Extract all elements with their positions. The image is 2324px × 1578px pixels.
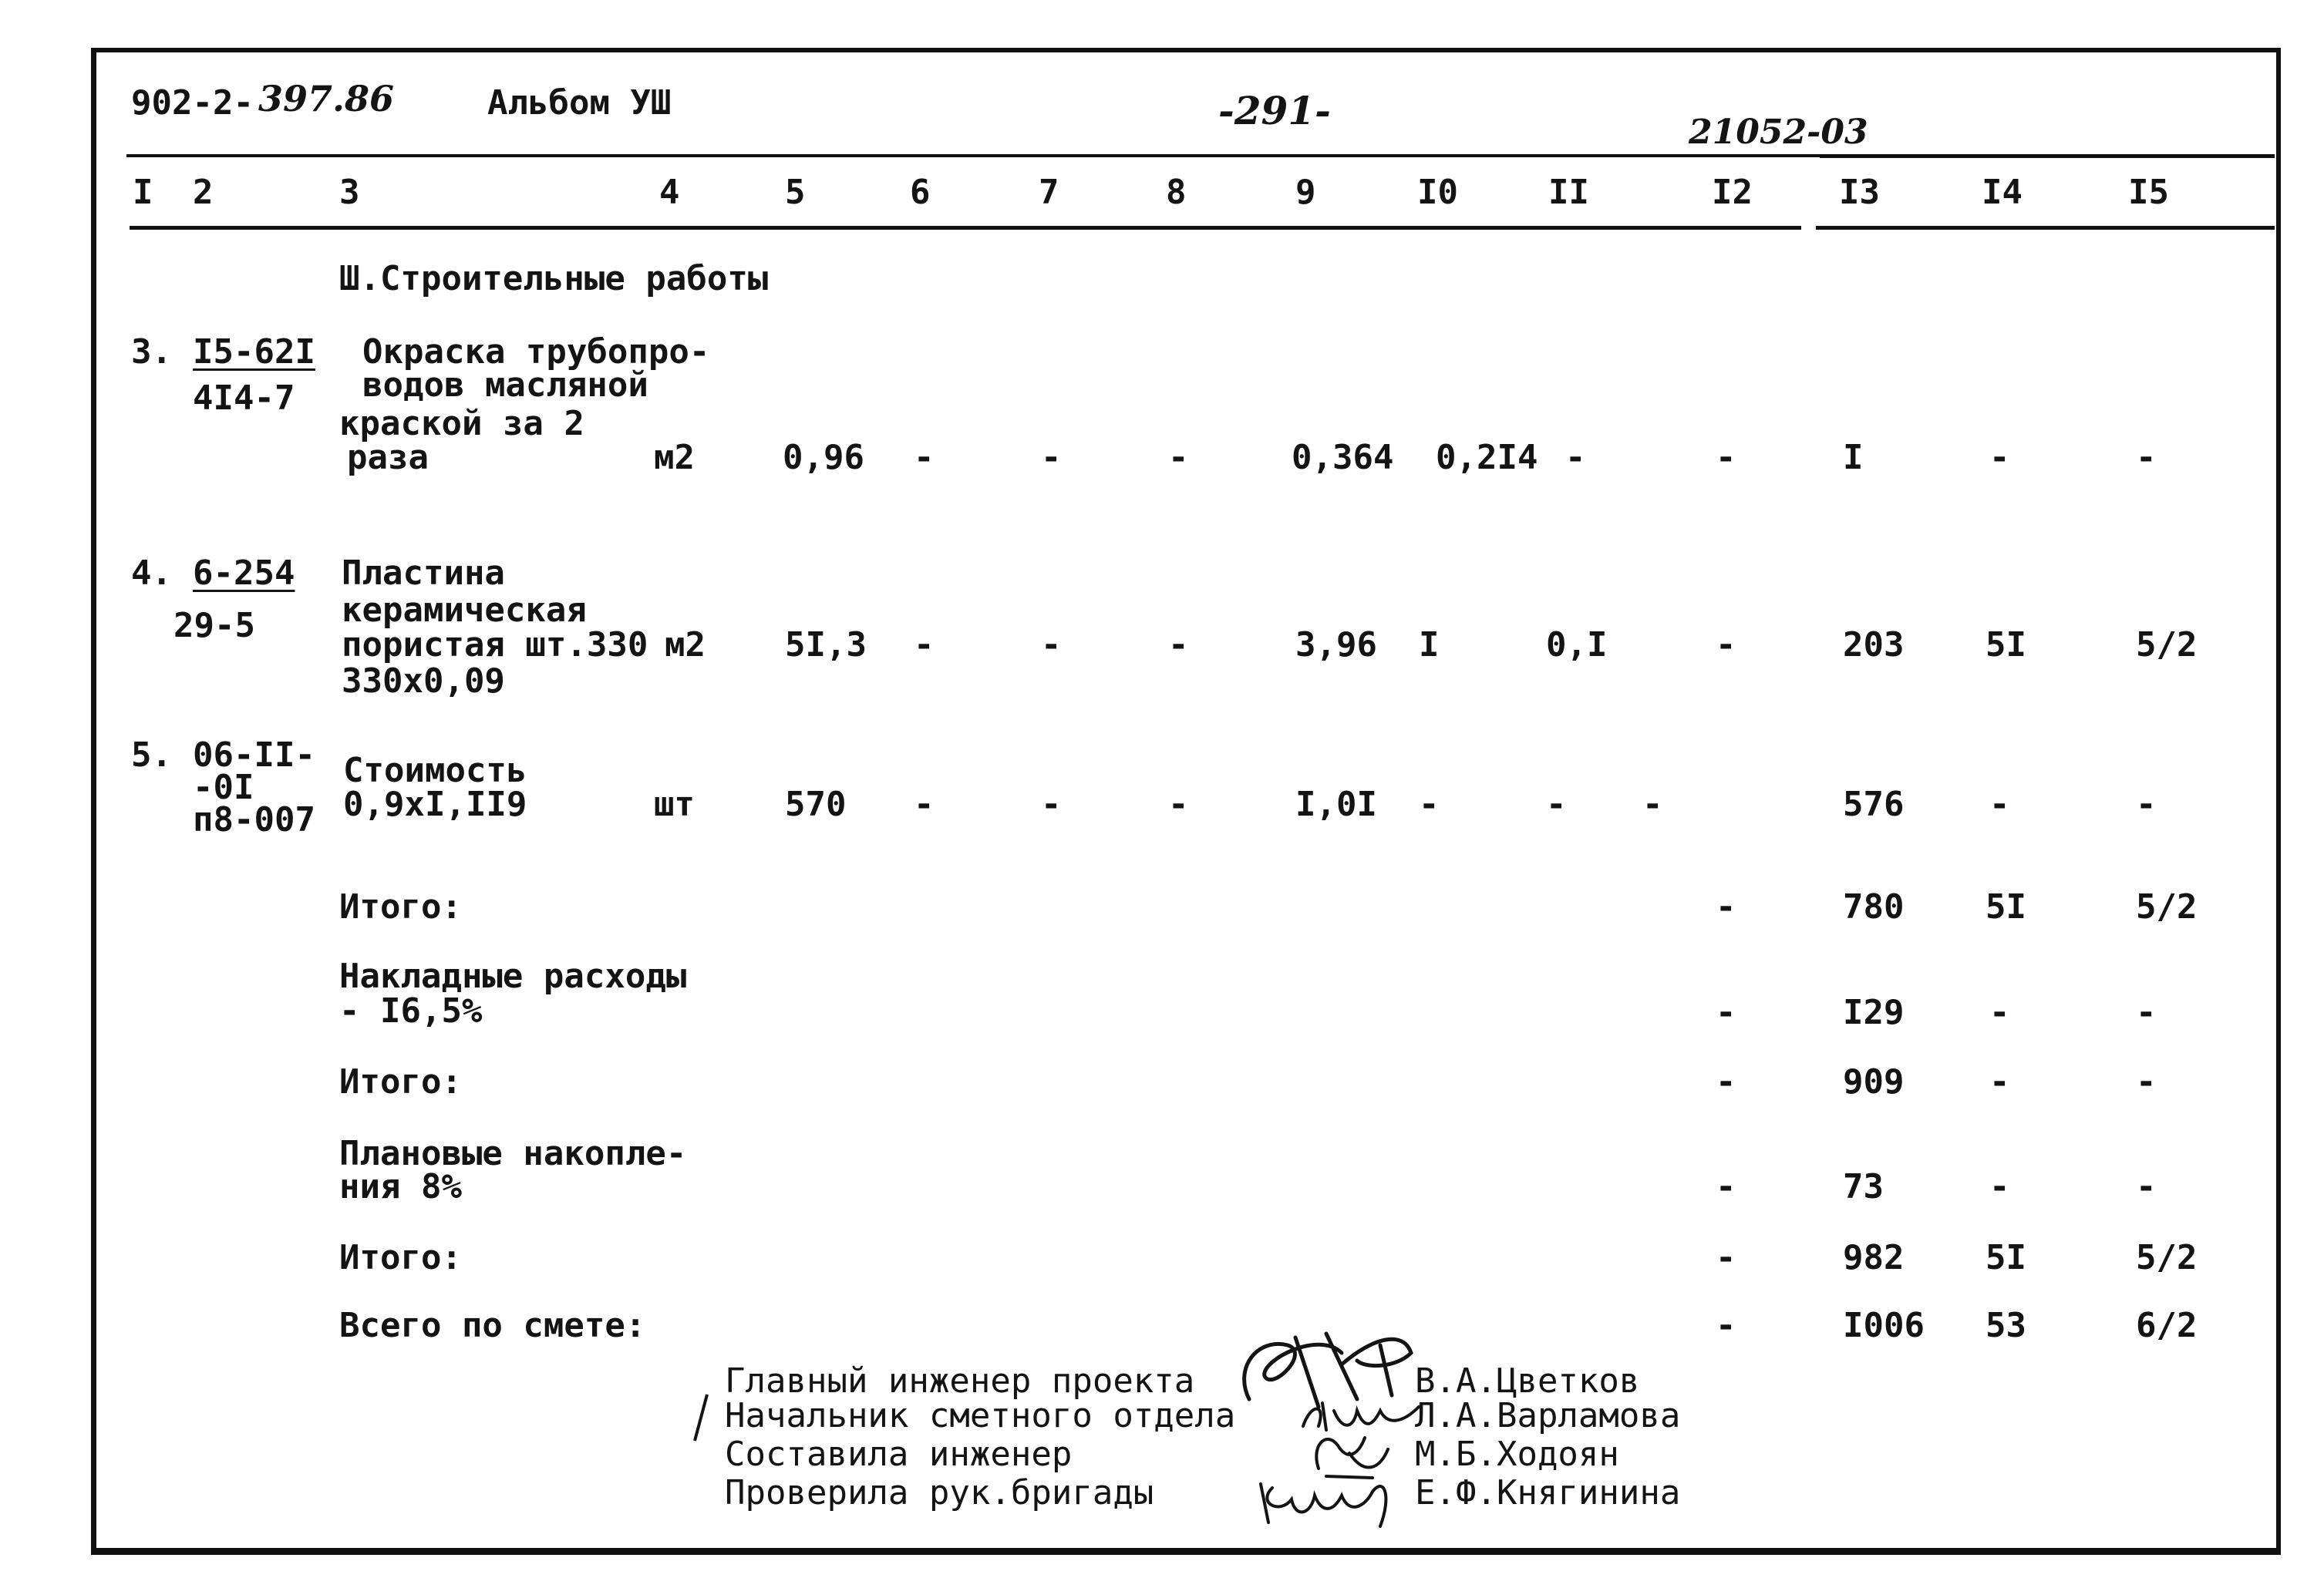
row-code-line: п8-007	[193, 800, 315, 839]
cell-8: -	[1168, 785, 1189, 824]
totals-label: Итого:	[339, 1062, 462, 1102]
cell-12: -	[1716, 1238, 1736, 1277]
cell-11b: -	[1642, 785, 1663, 824]
cell-14: 5I	[1986, 887, 2026, 927]
cell-5: 0,96	[783, 438, 864, 477]
cell-12: -	[1716, 625, 1736, 665]
cell-9: I,0I	[1295, 785, 1377, 824]
section-title: Ш.Строительные работы	[339, 259, 769, 298]
album-label: Альбом УШ	[487, 83, 672, 123]
cell-7: -	[1041, 625, 1062, 665]
col-9: 9	[1295, 173, 1316, 212]
cell-13: 203	[1843, 625, 1905, 665]
cell-13: I	[1843, 438, 1864, 477]
signature-name: В.А.Цветков	[1415, 1361, 1640, 1401]
cell-6: -	[914, 785, 935, 824]
totals-label: Накладные расходы	[339, 957, 687, 996]
col-6: 6	[910, 173, 931, 212]
cell-10: 0,2I4	[1436, 438, 1538, 477]
cell-13: 909	[1843, 1062, 1905, 1102]
cell-7: -	[1041, 438, 1062, 477]
row-code-bottom: 29-5	[173, 606, 255, 645]
col-13: I3	[1839, 173, 1880, 212]
row-code-line: -0I	[193, 768, 254, 807]
doc-code-handwritten: 397.86	[258, 78, 395, 119]
signature-name: Е.Ф.Княгинина	[1415, 1473, 1681, 1512]
signature-role: Главный инженер проекта	[725, 1361, 1195, 1401]
row-name-line: керамическая	[342, 590, 587, 630]
cell-14: 53	[1986, 1306, 2026, 1345]
cell-9: 0,364	[1292, 438, 1394, 477]
cell-12: -	[1716, 438, 1736, 477]
totals-label: Итого:	[339, 887, 462, 927]
cell-9: 3,96	[1295, 625, 1377, 665]
col-3: 3	[339, 173, 360, 212]
signature-role: Начальник сметного отдела	[725, 1396, 1236, 1435]
cell-15: -	[2136, 785, 2157, 824]
row-code-line: 06-II-	[193, 735, 315, 775]
row-name-line: Пластина	[342, 553, 505, 593]
row-unit: шт	[654, 785, 695, 824]
margin-slash-mark	[690, 1391, 713, 1445]
cell-8: -	[1168, 625, 1189, 665]
cell-13: 780	[1843, 887, 1905, 927]
row-code-top: 6-254	[193, 553, 295, 593]
col-1: I	[133, 173, 153, 212]
cell-7: -	[1041, 785, 1062, 824]
cell-14: 5I	[1986, 625, 2026, 665]
totals-label: Итого:	[339, 1238, 462, 1277]
cell-15: 5/2	[2136, 887, 2198, 927]
cell-8: -	[1168, 438, 1189, 477]
cell-13: 73	[1843, 1167, 1884, 1206]
row-name-line: краской за 2	[339, 404, 584, 443]
cell-15: 5/2	[2136, 625, 2198, 665]
col-2: 2	[193, 173, 214, 212]
column-rule	[130, 226, 1801, 230]
row-name-line: пористая шт.330	[342, 625, 648, 665]
cell-13: 576	[1843, 785, 1905, 824]
cell-13: 982	[1843, 1238, 1905, 1277]
doc-number: 21052-03	[1689, 113, 1868, 152]
row-number: 3.	[131, 332, 172, 372]
page-number: -291-	[1218, 88, 1331, 133]
row-name-line: 0,9хI,II9	[343, 785, 527, 824]
cell-10: -	[1419, 785, 1440, 824]
col-7: 7	[1039, 173, 1059, 212]
cell-15: 5/2	[2136, 1238, 2198, 1277]
totals-label: Плановые накопле-	[339, 1134, 687, 1173]
row-number: 5.	[131, 735, 172, 775]
col-12: I2	[1712, 173, 1753, 212]
cell-15: -	[2136, 993, 2157, 1032]
cell-14: 5I	[1986, 1238, 2026, 1277]
row-code-bottom: 4I4-7	[193, 379, 295, 418]
cell-14: -	[1989, 785, 2010, 824]
row-unit: м2	[665, 625, 706, 665]
totals-label: - I6,5%	[339, 991, 483, 1031]
column-rule-right	[1816, 226, 2275, 230]
row-name-line: Окраска трубопро-	[362, 332, 710, 372]
cell-10: I	[1419, 625, 1440, 665]
row-name-line: Стоимость	[343, 751, 527, 790]
row-name-line: раза	[347, 438, 429, 477]
cell-13: I006	[1843, 1306, 1925, 1345]
signature-role: Проверила рук.бригады	[725, 1473, 1154, 1512]
doc-code-prefix: 902-2-	[131, 83, 254, 123]
cell-12: -	[1716, 1306, 1736, 1345]
cell-12: -	[1716, 887, 1736, 927]
cell-14: -	[1989, 993, 2010, 1032]
cell-15: -	[2136, 1167, 2157, 1206]
col-10: I0	[1417, 173, 1458, 212]
cell-12: -	[1716, 1062, 1736, 1102]
row-name-line: водов масляной	[362, 365, 648, 405]
col-14: I4	[1982, 173, 2023, 212]
cell-14: -	[1989, 1062, 2010, 1102]
row-unit: м2	[654, 438, 695, 477]
cell-5: 570	[785, 785, 847, 824]
cell-5: 5I,3	[785, 625, 867, 665]
row-code-top: I5-62I	[193, 332, 315, 372]
cell-11: 0,I	[1546, 625, 1608, 665]
cell-15: -	[2136, 1062, 2157, 1102]
signature-name: Л.А.Варламова	[1415, 1396, 1681, 1435]
cell-6: -	[914, 625, 935, 665]
cell-13: I29	[1843, 993, 1905, 1032]
row-name-line: 330х0,09	[342, 661, 505, 701]
col-11: II	[1548, 173, 1589, 212]
cell-11: -	[1565, 438, 1586, 477]
col-5: 5	[785, 173, 806, 212]
col-4: 4	[659, 173, 680, 212]
signature-brigade-head	[1249, 1461, 1403, 1530]
cell-15: -	[2136, 438, 2157, 477]
cell-14: -	[1989, 1167, 2010, 1206]
row-number: 4.	[131, 553, 172, 593]
signature-name: М.Б.Ходоян	[1415, 1435, 1619, 1474]
signature-role: Составила инженер	[725, 1435, 1073, 1474]
header-rule-top-right	[1820, 154, 2275, 158]
cell-14: -	[1989, 438, 2010, 477]
cell-11: -	[1546, 785, 1567, 824]
totals-label: ния 8%	[339, 1167, 462, 1206]
cell-12: -	[1716, 1167, 1736, 1206]
header-rule-top	[126, 154, 1823, 157]
col-15: I5	[2128, 173, 2169, 212]
grand-total-label: Всего по смете:	[339, 1306, 646, 1345]
col-8: 8	[1166, 173, 1187, 212]
cell-15: 6/2	[2136, 1306, 2198, 1345]
cell-6: -	[914, 438, 935, 477]
cell-12: -	[1716, 993, 1736, 1032]
